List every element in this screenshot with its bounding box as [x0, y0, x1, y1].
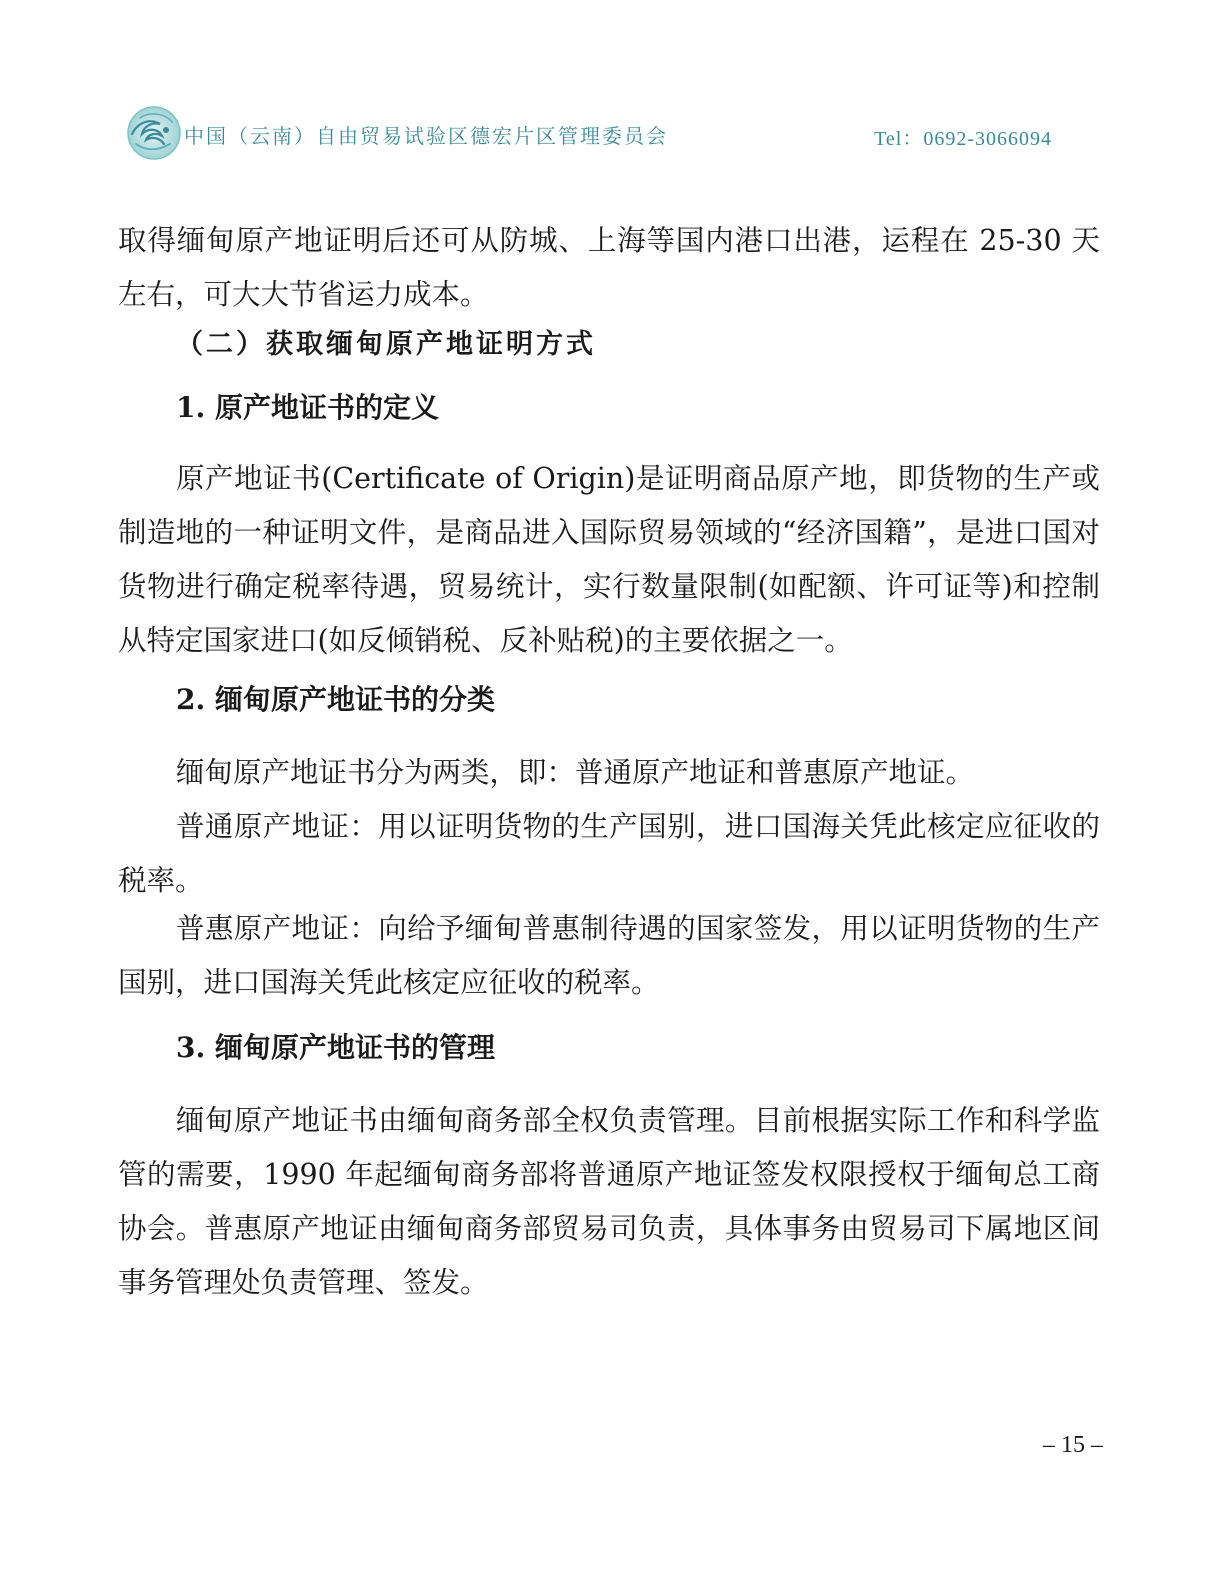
org-name: 中国（云南）自由贸易试验区德宏片区管理委员会 [184, 124, 668, 148]
paragraph-gsp-origin: 普惠原产地证：向给予缅甸普惠制待遇的国家签发，用以证明货物的生产国别，进口国海关凭此核定应征收的税率。 [118, 912, 1100, 999]
paragraph-ordinary-origin: 普通原产地证：用以证明货物的生产国别，进口国海关凭此核定应征收的税率。 [118, 810, 1100, 897]
section-heading-2: （二）获取缅甸原产地证明方式 [176, 329, 596, 360]
paragraph-definition: 原产地证书(Certificate of Origin)是证明商品原产地，即货物的生产或制造地的一种证明文件，是商品进入国际贸易领域的“经济国籍”，是进口国对货物进行确定税率待遇，贸易统计，实行数量限制(如配额、许可证等)和控制从特定国家进口(如反倾销税、反补贴税)的主要依据之一。 [118, 462, 1100, 657]
subsection-heading-2: 2. 缅甸原产地证书的分类 [176, 683, 495, 716]
subsection-heading-1: 1. 原产地证书的定义 [176, 391, 439, 424]
subsection-heading-3: 3. 缅甸原产地证书的管理 [176, 1031, 495, 1064]
paragraph-management: 缅甸原产地证书由缅甸商务部全权负责管理。目前根据实际工作和科学监管的需要，1990 年起缅甸商务部将普通原产地证签发权限授权于缅甸总工商协会。普惠原产地证由缅甸商务部贸易司负责，具体事务由贸易司下属地区间事务管理处负责管理、签发。 [118, 1104, 1100, 1299]
paragraph-intro: 取得缅甸原产地证明后还可从防城、上海等国内港口出港，运程在 25-30 天左右，可大大节省运力成本。 [118, 224, 1100, 311]
wave-circle-logo-icon [124, 104, 182, 162]
paragraph-classes: 缅甸原产地证书分为两类，即：普通原产地证和普惠原产地证。 [176, 756, 975, 789]
page-header [124, 104, 1064, 162]
page-number: – 15 – [1043, 1432, 1103, 1458]
tel-number: Tel：0692-3066094 [874, 128, 1052, 150]
